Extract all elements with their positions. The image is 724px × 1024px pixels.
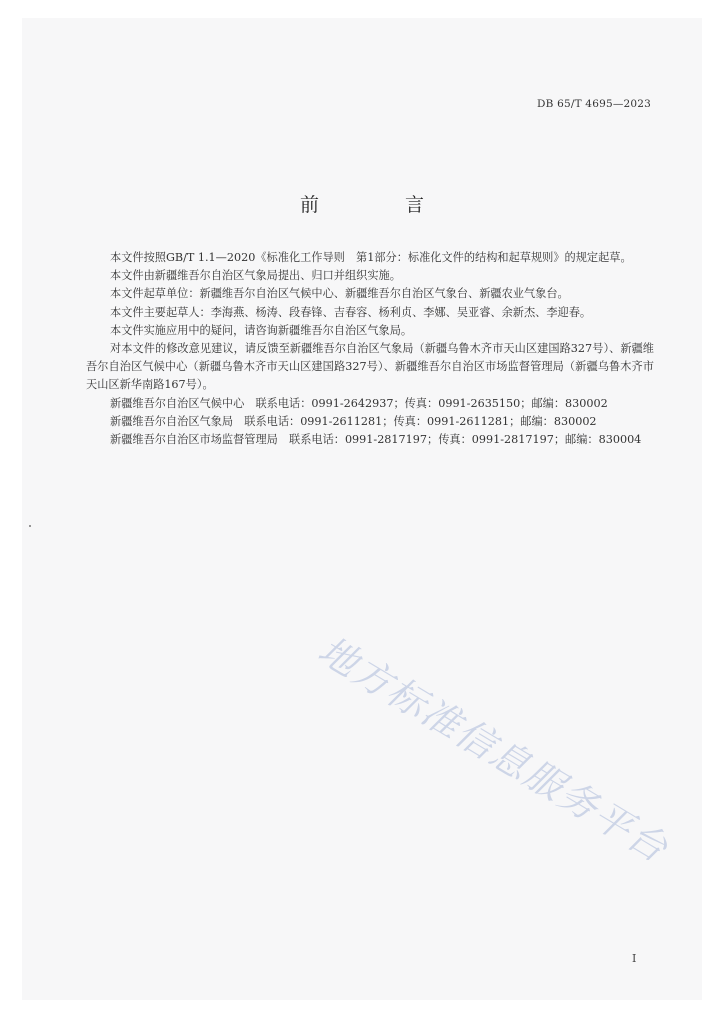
document-identifier: DB 65/T 4695—2023 — [537, 98, 652, 110]
contact-climate-center: 新疆维吾尔自治区气候中心 联系电话：0991-2642937；传真：0991-2635150；邮编：830002 — [110, 396, 608, 410]
contact-meteorological-bureau: 新疆维吾尔自治区气象局 联系电话：0991-2611281；传真：0991-2611281；邮编：830002 — [110, 414, 597, 428]
contact-market-supervision: 新疆维吾尔自治区市场监督管理局 联系电话：0991-2817197；传真：0991-2817197；邮编：830004 — [110, 433, 642, 447]
paragraph-feedback: 对本文件的修改意见建议，请反馈至新疆维吾尔自治区气象局（新疆乌鲁木齐市天山区建国路327号）、新疆维吾尔自治区气候中心（新疆乌鲁木齐市天山区建国路327号）、新疆维吾尔自治区市场监督管理局（新疆乌鲁木齐市天山区新华南路167号）。 — [86, 342, 654, 392]
paragraph-proposer: 本文件由新疆维吾尔自治区气象局提出、归口并组织实施。 — [110, 269, 401, 283]
paragraph-drafting-units: 本文件起草单位：新疆维吾尔自治区气候中心、新疆维吾尔自治区气象台、新疆农业气象台。 — [110, 287, 569, 301]
page-number: I — [632, 952, 637, 965]
watermark-text: 地方标准信息服务平台 — [310, 627, 677, 872]
paragraph-inquiries: 本文件实施应用中的疑问，请咨询新疆维吾尔自治区气象局。 — [110, 323, 413, 337]
paragraph-drafting-rules: 本文件按照GB/T 1.1—2020《标准化工作导则 第1部分：标准化文件的结构和起草规则》的规定起草。 — [110, 251, 632, 264]
document-page — [22, 18, 702, 1000]
scan-speck — [29, 525, 31, 527]
paragraph-drafters: 本文件主要起草人：李海燕、杨涛、段春锋、吉春容、杨利贞、李娜、吴亚睿、余新杰、李迎春。 — [110, 305, 592, 319]
foreword-body — [86, 249, 654, 449]
section-title: 前 言 — [299, 194, 465, 216]
